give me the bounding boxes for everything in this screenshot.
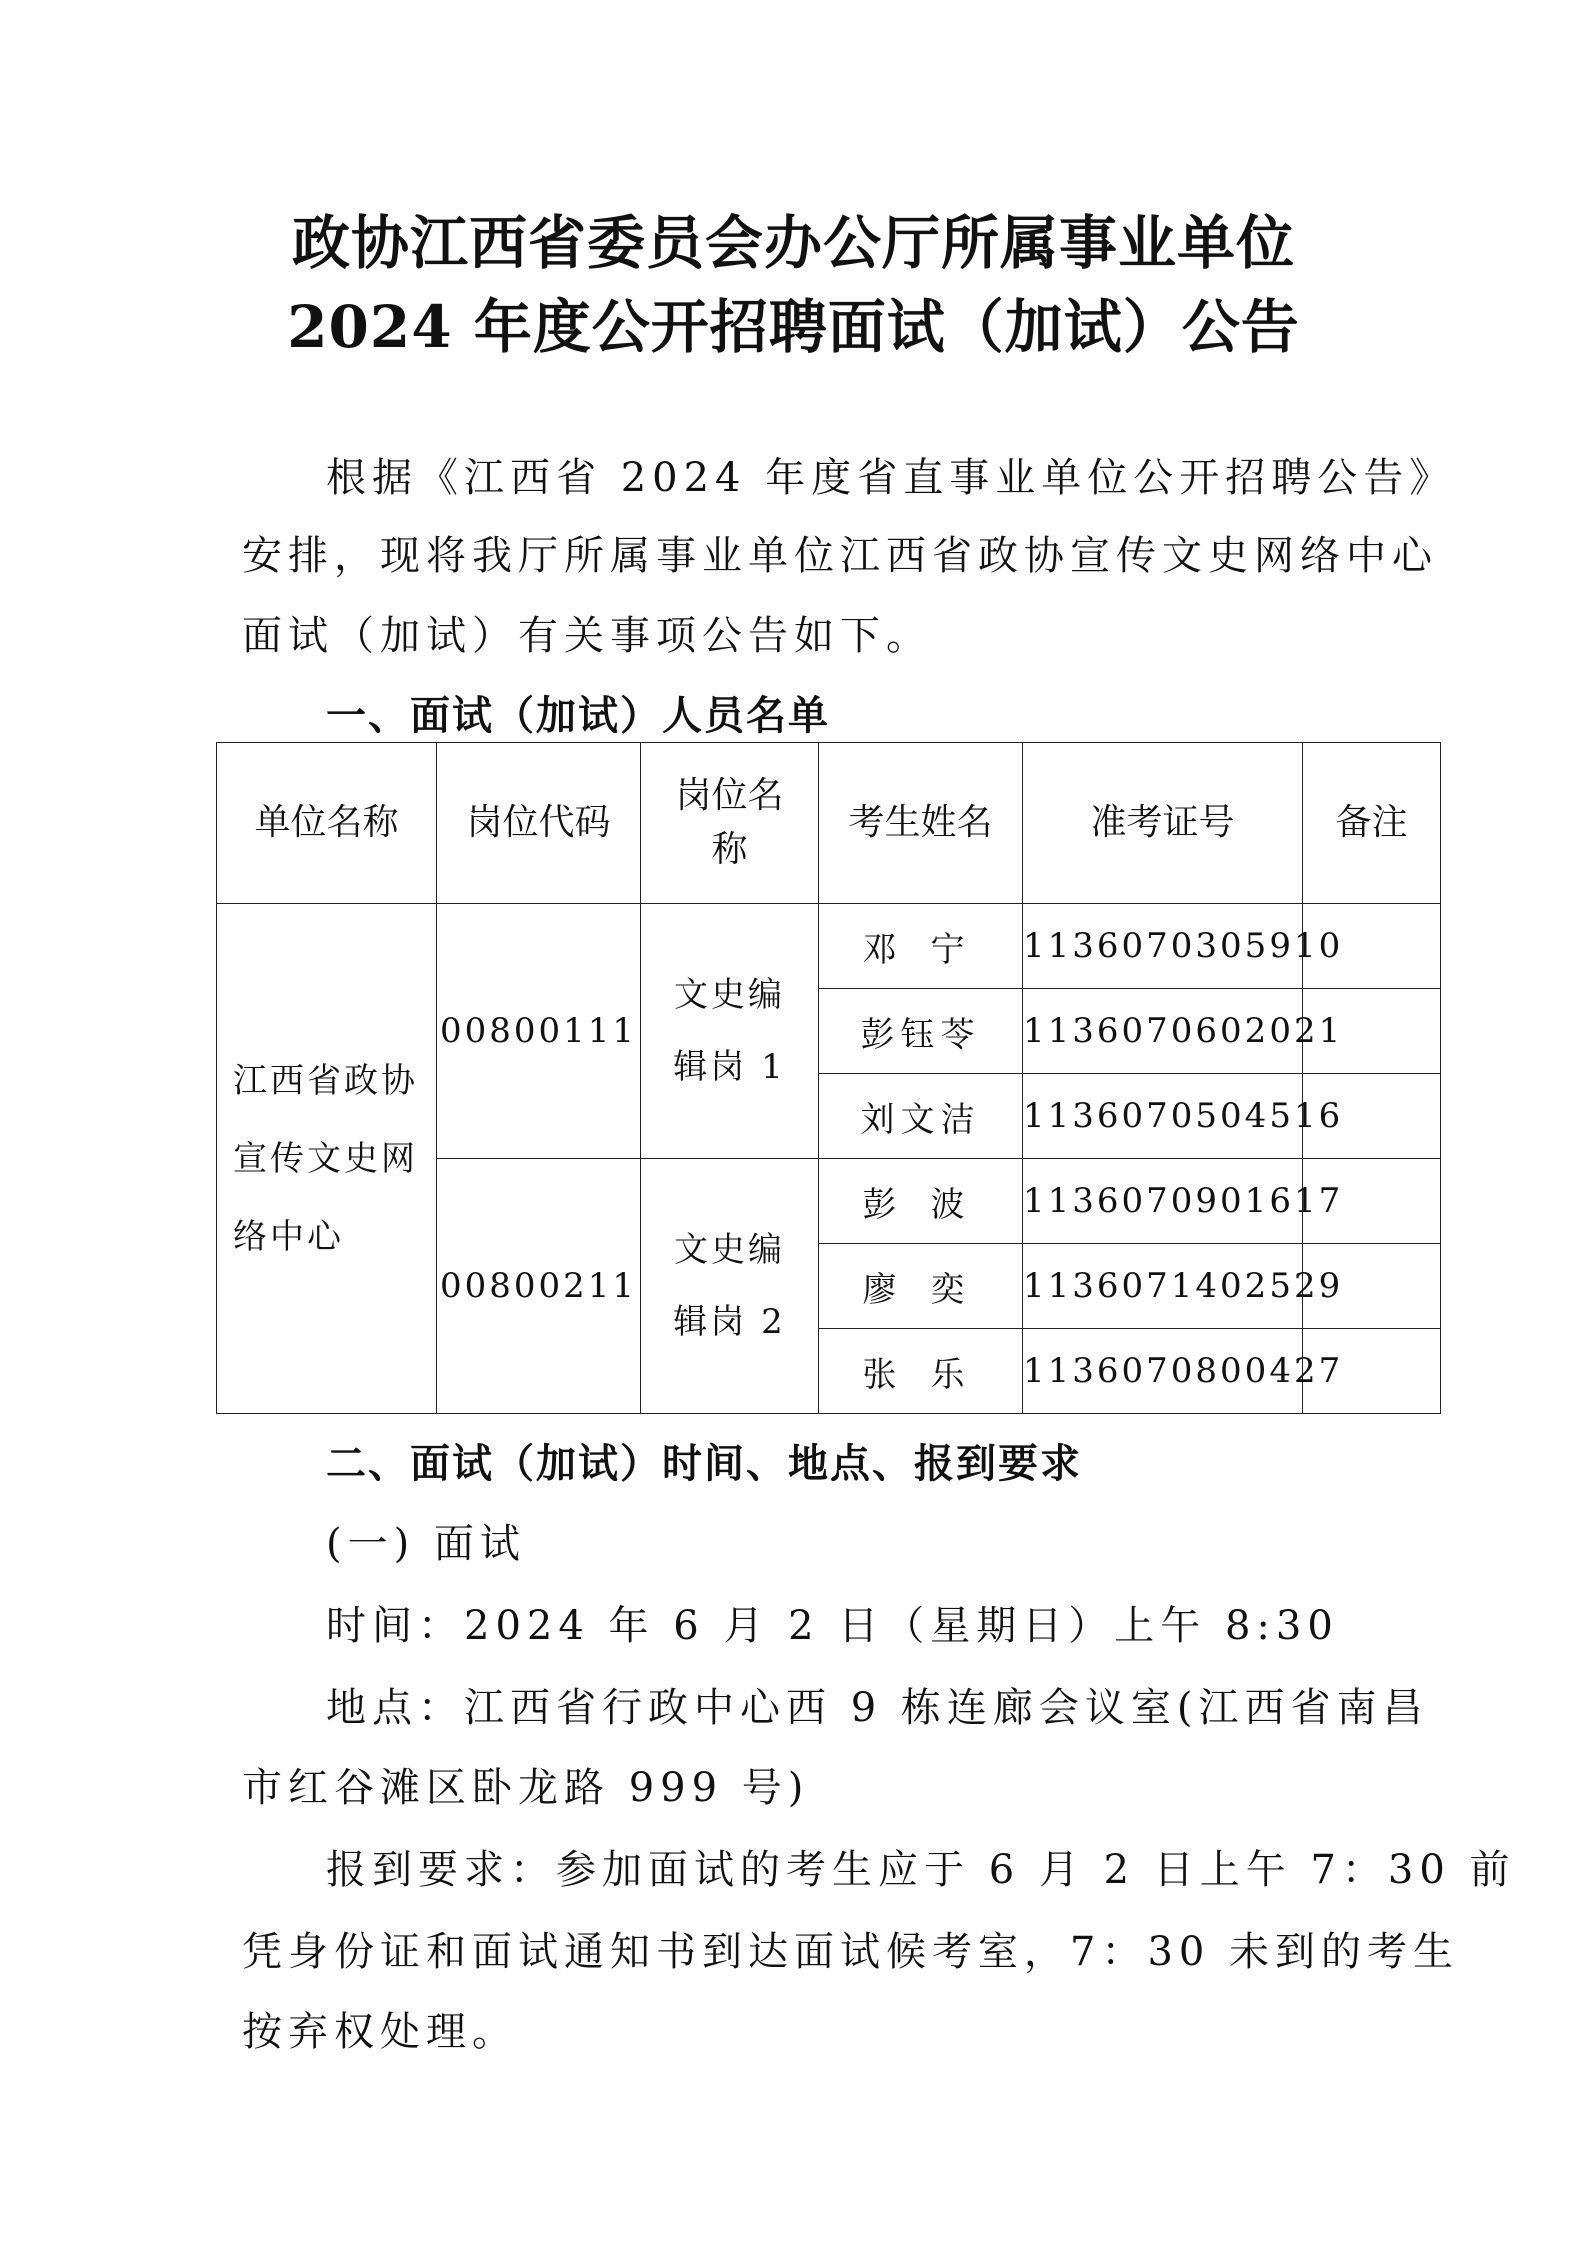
interview-location-l1: 地点：江西省行政中心西 9 栋连廊会议室(江西省南昌 bbox=[326, 1685, 1429, 1731]
ticket-number: 1136070305910 bbox=[1023, 904, 1303, 989]
header-position bbox=[641, 743, 819, 904]
report-requirement-l3: 按弃权处理。 bbox=[242, 2009, 518, 2055]
ticket-number: 1136070800427 bbox=[1023, 1329, 1303, 1414]
candidate-table bbox=[216, 742, 1441, 1414]
header-remark: 备注 bbox=[1303, 743, 1441, 904]
position-l1: 文史编 bbox=[674, 1230, 785, 1270]
candidate-name: 彭钰苓 bbox=[819, 989, 1023, 1074]
unit-cell bbox=[217, 904, 437, 1414]
report-requirement-l2: 凭身份证和面试通知书到达面试候考室，7：30 未到的考生 bbox=[242, 1929, 1460, 1975]
position-l1: 文史编 bbox=[674, 975, 785, 1015]
candidate-name: 廖奕 bbox=[819, 1244, 1023, 1329]
position-l2: 辑岗 2 bbox=[673, 1302, 786, 1342]
intro-line-1: 根据《江西省 2024 年度省直事业单位公开招聘公告》 bbox=[326, 455, 1456, 501]
position-cell bbox=[641, 904, 819, 1159]
header-position-l1: 岗位名 bbox=[675, 775, 784, 816]
title-line-1: 政协江西省委员会办公厅所属事业单位 bbox=[291, 209, 1295, 277]
report-requirement-l1: 报到要求：参加面试的考生应于 6 月 2 日上午 7：30 前 bbox=[326, 1847, 1516, 1893]
intro-line-3: 面试（加试）有关事项公告如下。 bbox=[242, 613, 932, 659]
candidate-name: 刘文洁 bbox=[819, 1074, 1023, 1159]
title-line-2: 2024 年度公开招聘面试（加试）公告 bbox=[287, 293, 1300, 361]
header-position-l2: 称 bbox=[711, 829, 748, 870]
position-cell bbox=[641, 1159, 819, 1414]
section1-heading: 一、面试（加试）人员名单 bbox=[326, 693, 830, 739]
header-unit: 单位名称 bbox=[217, 743, 437, 904]
unit-l1: 江西省政协 bbox=[233, 1060, 418, 1101]
ticket-number: 1136070602021 bbox=[1023, 989, 1303, 1074]
ticket-number: 1136070504516 bbox=[1023, 1074, 1303, 1159]
ticket-number: 1136070901617 bbox=[1023, 1159, 1303, 1244]
ticket-number: 1136071402529 bbox=[1023, 1244, 1303, 1329]
section2-heading: 二、面试（加试）时间、地点、报到要求 bbox=[326, 1441, 1082, 1487]
interview-location-l2: 市红谷滩区卧龙路 999 号) bbox=[242, 1765, 810, 1811]
table-row bbox=[217, 904, 1441, 989]
candidate-name: 张乐 bbox=[819, 1329, 1023, 1414]
intro-line-2: 安排，现将我厅所属事业单位江西省政协宣传文史网络中心 bbox=[242, 533, 1438, 579]
unit-l2: 宣传文史网 bbox=[233, 1138, 418, 1179]
header-ticket: 准考证号 bbox=[1023, 743, 1303, 904]
table-header-row bbox=[217, 743, 1441, 904]
section2-sub1: (一) 面试 bbox=[326, 1521, 526, 1567]
code-cell: 00800111 bbox=[437, 904, 641, 1159]
header-code: 岗位代码 bbox=[437, 743, 641, 904]
position-l2: 辑岗 1 bbox=[673, 1047, 786, 1087]
unit-l3: 络中心 bbox=[233, 1216, 344, 1257]
header-name: 考生姓名 bbox=[819, 743, 1023, 904]
interview-time: 时间：2024 年 6 月 2 日（星期日）上午 8:30 bbox=[326, 1603, 1339, 1649]
code-cell: 00800211 bbox=[437, 1159, 641, 1414]
candidate-name: 彭波 bbox=[819, 1159, 1023, 1244]
candidate-name: 邓宁 bbox=[819, 904, 1023, 989]
